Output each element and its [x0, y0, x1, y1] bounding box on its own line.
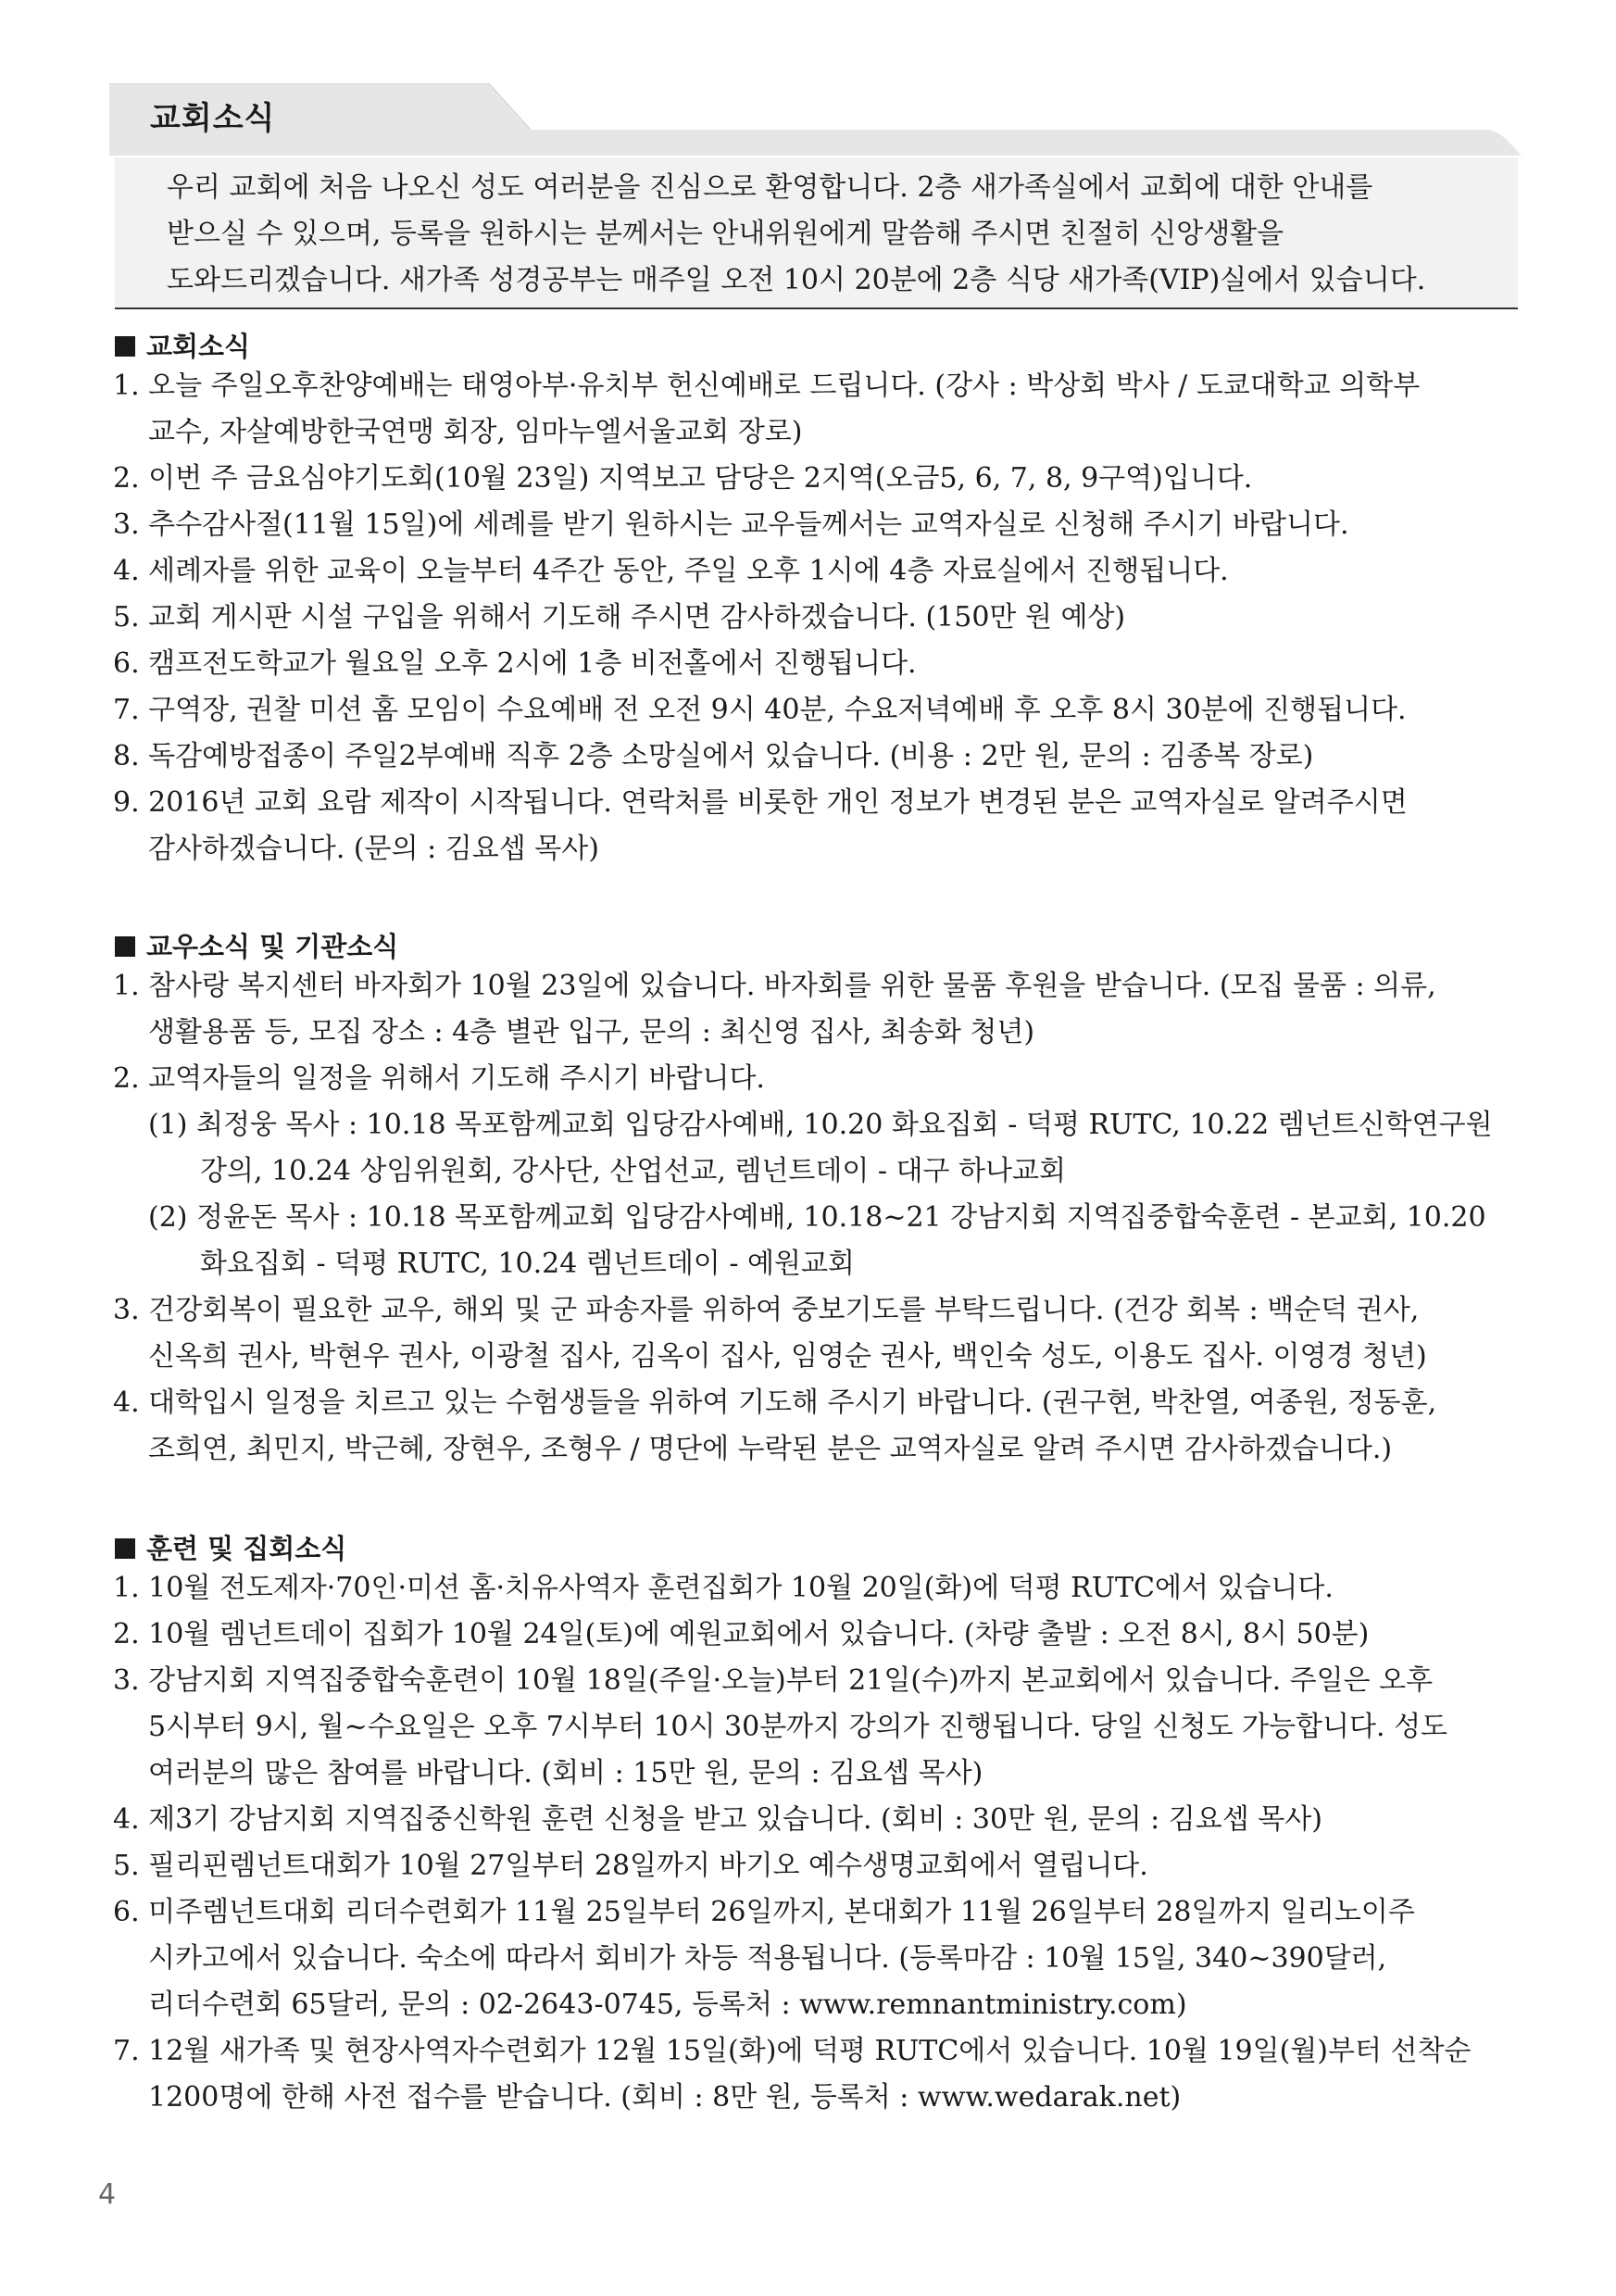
notice-item-cont: 신옥희 권사, 박현우 권사, 이광철 집사, 김옥이 집사, 임영순 권사, 백인숙 성도, 이용도 집사. 이영경 청년) — [148, 1340, 1427, 1373]
square-bullet-icon — [115, 1538, 135, 1559]
notice-item: 4. 세례자를 위한 교육이 오늘부터 4주간 동안, 주일 오후 1시에 4층 자료실에서 진행됩니다. — [113, 555, 1229, 587]
section-heading — [115, 1528, 346, 1566]
notice-subitem: (1) 최정웅 목사 : 10.18 목포함께교회 입당감사예배, 10.20 화요집회 - 덕평 RUTC, 10.22 렘넌트신학연구원 — [148, 1109, 1493, 1141]
notice-item-cont: 1200명에 한해 사전 접수를 받습니다. (회비 : 8만 원, 등록처 : www.wedarak.net) — [148, 2081, 1182, 2114]
page-title: 교회소식 — [150, 100, 276, 137]
notice-item-cont: 감사하겠습니다. (문의 : 김요셉 목사) — [148, 833, 599, 865]
notice-item: 7. 구역장, 권찰 미션 홈 모임이 수요예배 전 오전 9시 40분, 수요저녁예배 후 오후 8시 30분에 진행됩니다. — [113, 694, 1407, 726]
header-tab-shape — [109, 83, 1522, 156]
section-title: 훈련 및 집회소식 — [146, 1533, 347, 1564]
notice-subitem-cont: 화요집회 - 덕평 RUTC, 10.24 렘넌트데이 - 예원교회 — [200, 1248, 855, 1280]
notice-item: 6. 캠프전도학교가 월요일 오후 2시에 1층 비전홀에서 진행됩니다. — [113, 647, 917, 680]
welcome-line: 도와드리겠습니다. 새가족 성경공부는 매주일 오전 10시 20분에 2층 식당 새가족(VIP)실에서 있습니다. — [167, 264, 1426, 296]
notice-item-cont: 시카고에서 있습니다. 숙소에 따라서 회비가 차등 적용됩니다. (등록마감 : 10월 15일, 340~390달러, — [148, 1942, 1387, 1975]
section-title: 교회소식 — [146, 331, 251, 362]
notice-item: 4. 대학입시 일정을 치르고 있는 수험생들을 위하여 기도해 주시기 바랍니다. (권구현, 박찬열, 여종원, 정동훈, — [113, 1386, 1437, 1419]
welcome-line: 받으실 수 있으며, 등록을 원하시는 분께서는 안내위원에게 말씀해 주시면 친절히 신앙생활을 — [167, 218, 1284, 250]
header-tab — [109, 83, 1522, 156]
notice-item: 7. 12월 새가족 및 현장사역자수련회가 12월 15일(화)에 덕평 RUTC에서 있습니다. 10월 19일(월)부터 선착순 — [113, 2035, 1472, 2067]
notice-item-cont: 교수, 자살예방한국연맹 회장, 임마누엘서울교회 장로) — [148, 416, 803, 448]
notice-item-cont: 여러분의 많은 참여를 바랍니다. (회비 : 15만 원, 문의 : 김요셉 목사) — [148, 1757, 983, 1789]
notice-item: 3. 추수감사절(11월 15일)에 세례를 받기 원하시는 교우들께서는 교역자실로 신청해 주시기 바랍니다. — [113, 508, 1349, 541]
square-bullet-icon — [115, 936, 135, 957]
notice-item-cont: 5시부터 9시, 월~수요일은 오후 7시부터 10시 30분까지 강의가 진행됩니다. 당일 신청도 가능합니다. 성도 — [148, 1711, 1448, 1743]
welcome-line: 우리 교회에 처음 나오신 성도 여러분을 진심으로 환영합니다. 2층 새가족실에서 교회에 대한 안내를 — [167, 171, 1373, 204]
notice-item-cont: 리더수련회 65달러, 문의 : 02-2643-0745, 등록처 : www.remnantministry.com) — [148, 1989, 1187, 2021]
notice-item: 4. 제3기 강남지회 지역집중신학원 훈련 신청을 받고 있습니다. (회비 : 30만 원, 문의 : 김요셉 목사) — [113, 1803, 1322, 1836]
section-heading — [115, 326, 250, 364]
notice-subitem: (2) 정윤돈 목사 : 10.18 목포함께교회 입당감사예배, 10.18~21 강남지회 지역집중합숙훈련 - 본교회, 10.20 — [148, 1201, 1486, 1234]
notice-subitem-cont: 강의, 10.24 상임위원회, 강사단, 산업선교, 렘넌트데이 - 대구 하나교회 — [200, 1155, 1066, 1187]
notice-item: 3. 건강회복이 필요한 교우, 해외 및 군 파송자를 위하여 중보기도를 부탁드립니다. (건강 회복 : 백순덕 권사, — [113, 1294, 1420, 1326]
page-number: 4 — [98, 2178, 117, 2211]
square-bullet-icon — [115, 336, 135, 357]
notice-item: 2. 교역자들의 일정을 위해서 기도해 주시기 바랍니다. — [113, 1062, 765, 1095]
notice-item: 3. 강남지회 지역집중합숙훈련이 10월 18일(주일·오늘)부터 21일(수)까지 본교회에서 있습니다. 주일은 오후 — [113, 1664, 1434, 1697]
notice-item: 1. 오늘 주일오후찬양예배는 태영아부·유치부 헌신예배로 드립니다. (강사 : 박상회 박사 / 도쿄대학교 의학부 — [113, 370, 1421, 402]
section-title: 교우소식 및 기관소식 — [146, 931, 399, 962]
section-heading — [115, 926, 398, 964]
notice-item: 2. 10월 렘넌트데이 집회가 10월 24일(토)에 예원교회에서 있습니다. (차량 출발 : 오전 8시, 8시 50분) — [113, 1618, 1370, 1650]
notice-item: 1. 참사랑 복지센터 바자회가 10월 23일에 있습니다. 바자회를 위한 물품 후원을 받습니다. (모집 물품 : 의류, — [113, 970, 1436, 1002]
notice-item: 6. 미주렘넌트대회 리더수련회가 11월 25일부터 26일까지, 본대회가 11월 26일부터 28일까지 일리노이주 — [113, 1896, 1415, 1928]
welcome-box — [115, 157, 1518, 309]
notice-item-cont: 생활용품 등, 모집 장소 : 4층 별관 입구, 문의 : 최신영 집사, 최송화 청년) — [148, 1016, 1035, 1048]
notice-item: 5. 교회 게시판 시설 구입을 위해서 기도해 주시면 감사하겠습니다. (150만 원 예상) — [113, 601, 1126, 634]
notice-item: 1. 10월 전도제자·70인·미션 홈·치유사역자 훈련집회가 10월 20일(화)에 덕평 RUTC에서 있습니다. — [113, 1572, 1334, 1604]
notice-item: 8. 독감예방접종이 주일2부예배 직후 2층 소망실에서 있습니다. (비용 : 2만 원, 문의 : 김종복 장로) — [113, 740, 1314, 772]
notice-item: 9. 2016년 교회 요람 제작이 시작됩니다. 연락처를 비롯한 개인 정보가 변경된 분은 교역자실로 알려주시면 — [113, 786, 1408, 819]
notice-item: 5. 필리핀렘넌트대회가 10월 27일부터 28일까지 바기오 예수생명교회에서 열립니다. — [113, 1850, 1148, 1882]
notice-item: 2. 이번 주 금요심야기도회(10월 23일) 지역보고 담당은 2지역(오금5, 6, 7, 8, 9구역)입니다. — [113, 462, 1253, 495]
notice-item-cont: 조희연, 최민지, 박근혜, 장현우, 조형우 / 명단에 누락된 분은 교역자실로 알려 주시면 감사하겠습니다.) — [148, 1433, 1393, 1465]
